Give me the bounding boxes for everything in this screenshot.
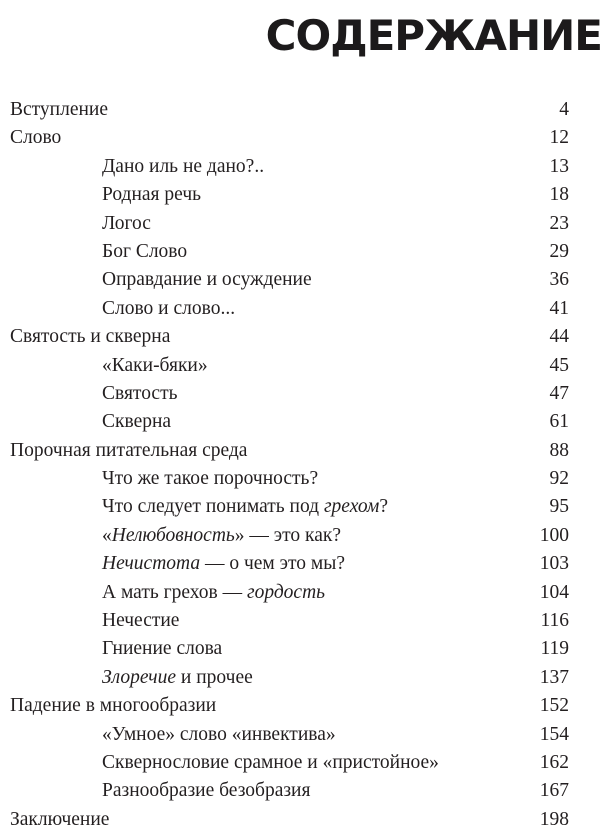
toc-entry-title <box>10 153 550 181</box>
toc-entry-title <box>10 579 540 607</box>
toc-entry-title <box>10 96 559 124</box>
toc-page-number: 4 <box>559 99 569 120</box>
toc-entry-title <box>10 323 550 351</box>
toc-entry-title <box>10 380 550 408</box>
toc-subsection-entry <box>10 635 569 663</box>
toc-page-number: 162 <box>539 751 569 773</box>
toc-entry-title-part: «Умное» слово «инвектива» <box>102 723 336 745</box>
toc-entry-title <box>10 465 550 493</box>
page-title: СОДЕРЖАНИЕ <box>265 11 602 60</box>
toc-subsection-entry <box>10 579 569 607</box>
toc-entry-title <box>10 522 540 550</box>
toc-entry-title-part: Падение в многообразии <box>10 695 217 717</box>
toc-page-number: 18 <box>549 184 569 206</box>
toc-page-number: 41 <box>549 297 569 319</box>
toc-subsection-entry <box>10 522 569 550</box>
toc-page-number: 23 <box>549 212 569 234</box>
toc-entry-title-part: Бог Слово <box>102 240 188 262</box>
toc-entry-title-part: Что следует понимать под <box>102 496 324 518</box>
toc-entry-title-part: Что же такое порочность? <box>102 468 319 490</box>
toc-subsection-entry <box>10 266 569 294</box>
toc-entry-title-part: «Каки-бяки» <box>102 354 208 376</box>
toc-entry-title <box>10 352 550 380</box>
toc-entry-title <box>10 266 550 294</box>
toc-entry-title <box>10 437 550 465</box>
toc-page-number: 152 <box>539 695 569 717</box>
toc-entry-title <box>10 692 540 720</box>
toc-page-number: 12 <box>549 127 569 149</box>
toc-entry-title-part: и прочее <box>176 666 253 688</box>
toc-subsection-entry <box>10 721 569 749</box>
toc-page-number: 137 <box>539 666 569 688</box>
toc-entry-title-part: Родная речь <box>102 184 202 206</box>
toc-section-entry <box>10 806 569 834</box>
toc-entry-title <box>10 607 540 635</box>
table-of-contents <box>10 96 569 834</box>
toc-subsection-entry <box>10 550 569 578</box>
toc-entry-title <box>10 408 550 436</box>
toc-section-entry <box>10 437 569 465</box>
toc-page-number: 95 <box>549 496 569 518</box>
toc-subsection-entry <box>10 664 569 692</box>
toc-entry-title <box>10 181 550 209</box>
toc-entry-title-part: Порочная питательная среда <box>10 439 248 461</box>
toc-entry-title-part: Сквернословие срамное и «пристойное» <box>102 751 439 773</box>
toc-section-entry <box>10 323 569 351</box>
toc-subsection-entry <box>10 153 569 181</box>
toc-subsection-entry <box>10 408 569 436</box>
toc-entry-title <box>10 124 550 152</box>
toc-page-number: 45 <box>549 354 569 376</box>
toc-page-number: 29 <box>549 240 569 262</box>
toc-subsection-entry <box>10 295 569 323</box>
toc-page-number: 104 <box>539 581 569 603</box>
toc-entry-title-italic-part: гордость <box>246 581 326 603</box>
toc-subsection-entry <box>10 210 569 238</box>
toc-subsection-entry <box>10 777 569 805</box>
toc-entry-title-part: Заключение <box>10 808 110 830</box>
toc-entry-title-part: Слово <box>10 127 62 149</box>
toc-section-entry <box>10 692 569 720</box>
toc-entry-title <box>10 664 540 692</box>
toc-subsection-entry <box>10 181 569 209</box>
toc-page-number: 100 <box>539 524 569 546</box>
toc-entry-title <box>10 721 540 749</box>
toc-entry-title-part: Логос <box>102 212 151 234</box>
toc-page-number: 154 <box>539 723 569 745</box>
toc-subsection-entry <box>10 380 569 408</box>
toc-entry-title-part: Разнообразие безобразия <box>102 780 311 802</box>
toc-page-number: 36 <box>549 269 569 291</box>
toc-entry-title-italic-part: грехом <box>323 496 380 518</box>
toc-subsection-entry <box>10 493 569 521</box>
toc-subsection-entry <box>10 607 569 635</box>
toc-entry-title-part: Вступление <box>10 99 109 120</box>
toc-entry-title <box>10 238 550 266</box>
toc-entry-title <box>10 550 540 578</box>
toc-entry-title-italic-part: Злоречие <box>102 666 177 688</box>
toc-entry-title <box>10 295 550 323</box>
toc-entry-title-part: » — это как? <box>234 524 342 546</box>
toc-page-number: 92 <box>549 468 569 490</box>
toc-entry-title <box>10 777 540 805</box>
toc-page-number: 61 <box>549 411 569 433</box>
toc-entry-title-italic-part: Нечистота <box>102 553 201 575</box>
toc-subsection-entry <box>10 352 569 380</box>
toc-entry-title <box>10 493 550 521</box>
toc-entry-title-italic-part: Нелюбовность <box>111 524 235 546</box>
toc-entry-title <box>10 210 550 238</box>
toc-page-number: 13 <box>549 155 569 177</box>
toc-entry-title-part: Нечестие <box>102 610 180 632</box>
toc-entry-title-part: — о чем это мы? <box>200 553 346 575</box>
toc-entry-title <box>10 806 540 834</box>
toc-section-entry <box>10 124 569 152</box>
toc-page-number: 103 <box>539 553 569 575</box>
toc-entry-title-part: Святость <box>102 382 178 404</box>
toc-entry-title-part: А мать грехов — <box>102 581 247 603</box>
toc-subsection-entry <box>10 238 569 266</box>
toc-entry-title <box>10 635 540 663</box>
toc-entry-title-part: Гниение слова <box>102 638 223 660</box>
toc-subsection-entry <box>10 465 569 493</box>
toc-entry-title-part: Слово и слово... <box>102 297 236 319</box>
toc-page-number: 119 <box>540 638 569 660</box>
toc-page-number: 88 <box>549 439 569 461</box>
toc-page-number: 167 <box>539 780 569 802</box>
toc-section-entry <box>10 96 569 124</box>
toc-subsection-entry <box>10 749 569 777</box>
toc-page-number: 116 <box>540 610 569 632</box>
toc-entry-title-part: Оправдание и осуждение <box>102 269 312 291</box>
toc-page-number: 198 <box>539 808 569 830</box>
toc-entry-title-part: « <box>102 524 112 546</box>
toc-entry-title-part: Дано иль не дано?.. <box>102 155 265 177</box>
toc-entry-title-part: Скверна <box>102 411 172 433</box>
toc-entry-title <box>10 749 540 777</box>
toc-page-number: 47 <box>549 382 569 404</box>
toc-page-number: 44 <box>549 326 569 348</box>
toc-entry-title-part: Святость и скверна <box>10 326 171 348</box>
toc-entry-title-part: ? <box>379 496 388 518</box>
